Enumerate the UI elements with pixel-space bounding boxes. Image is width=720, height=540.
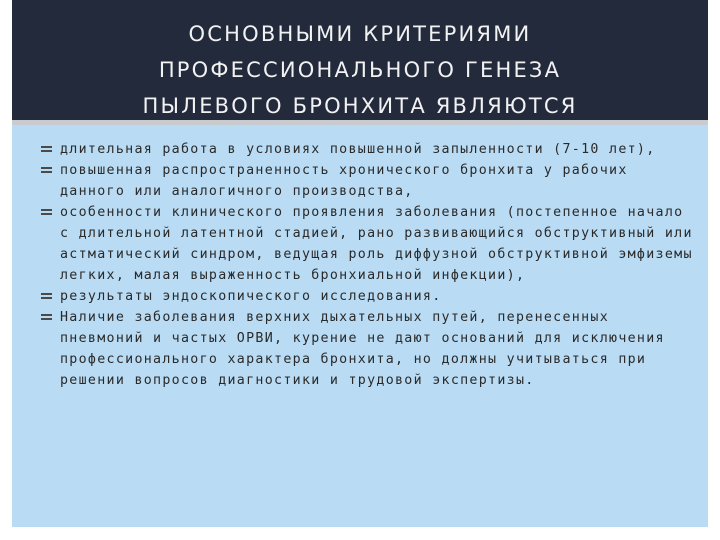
bullet-text-3: особенности клинического проявления заболевания (постепенное начало с длительной латентной стадией, рано развивающийся обструктивный или астматический синдром, ведущая роль диффузной обструктивной эмфиземы легких, малая выраженность бронхиальной инфекции),: [60, 205, 693, 283]
bullet-text-4: результаты эндоскопического исследования.: [60, 289, 442, 304]
bullet-icon: [41, 146, 52, 152]
bullet-icon: [41, 167, 52, 173]
bullet-icon: [41, 209, 52, 215]
slide-header: [12, 0, 708, 120]
bullet-icon: [41, 314, 52, 320]
content-panel: [12, 125, 708, 527]
bullet-text-2: повышенная распространенность хронического бронхита у рабочих данного или аналогичного производства,: [60, 163, 628, 199]
bullet-item-4: [43, 286, 693, 307]
bullet-item-5: [43, 307, 693, 391]
bullet-list: [43, 139, 693, 391]
bullet-text-5: Наличие заболевания верхних дыхательных путей, перенесенных пневмоний и частых ОРВИ, курение не дают оснований для исключения профессионального характера бронхита, но должны учитываться при решении вопросов диагностики и трудовой экспертизы.: [60, 310, 665, 388]
bullet-text-1: длительная работа в условиях повышенной запыленности (7-10 лет),: [60, 142, 656, 157]
bullet-item-3: [43, 202, 693, 286]
bullet-item-1: [43, 139, 693, 160]
bullet-item-2: [43, 160, 693, 202]
slide-title: ОСНОВНЫМИ КРИТЕРИЯМИ ПРОФЕССИОНАЛЬНОГО ГЕНЕЗА ПЫЛЕВОГО БРОНХИТА ЯВЛЯЮТСЯ: [142, 22, 578, 118]
bullet-icon: [41, 293, 52, 299]
